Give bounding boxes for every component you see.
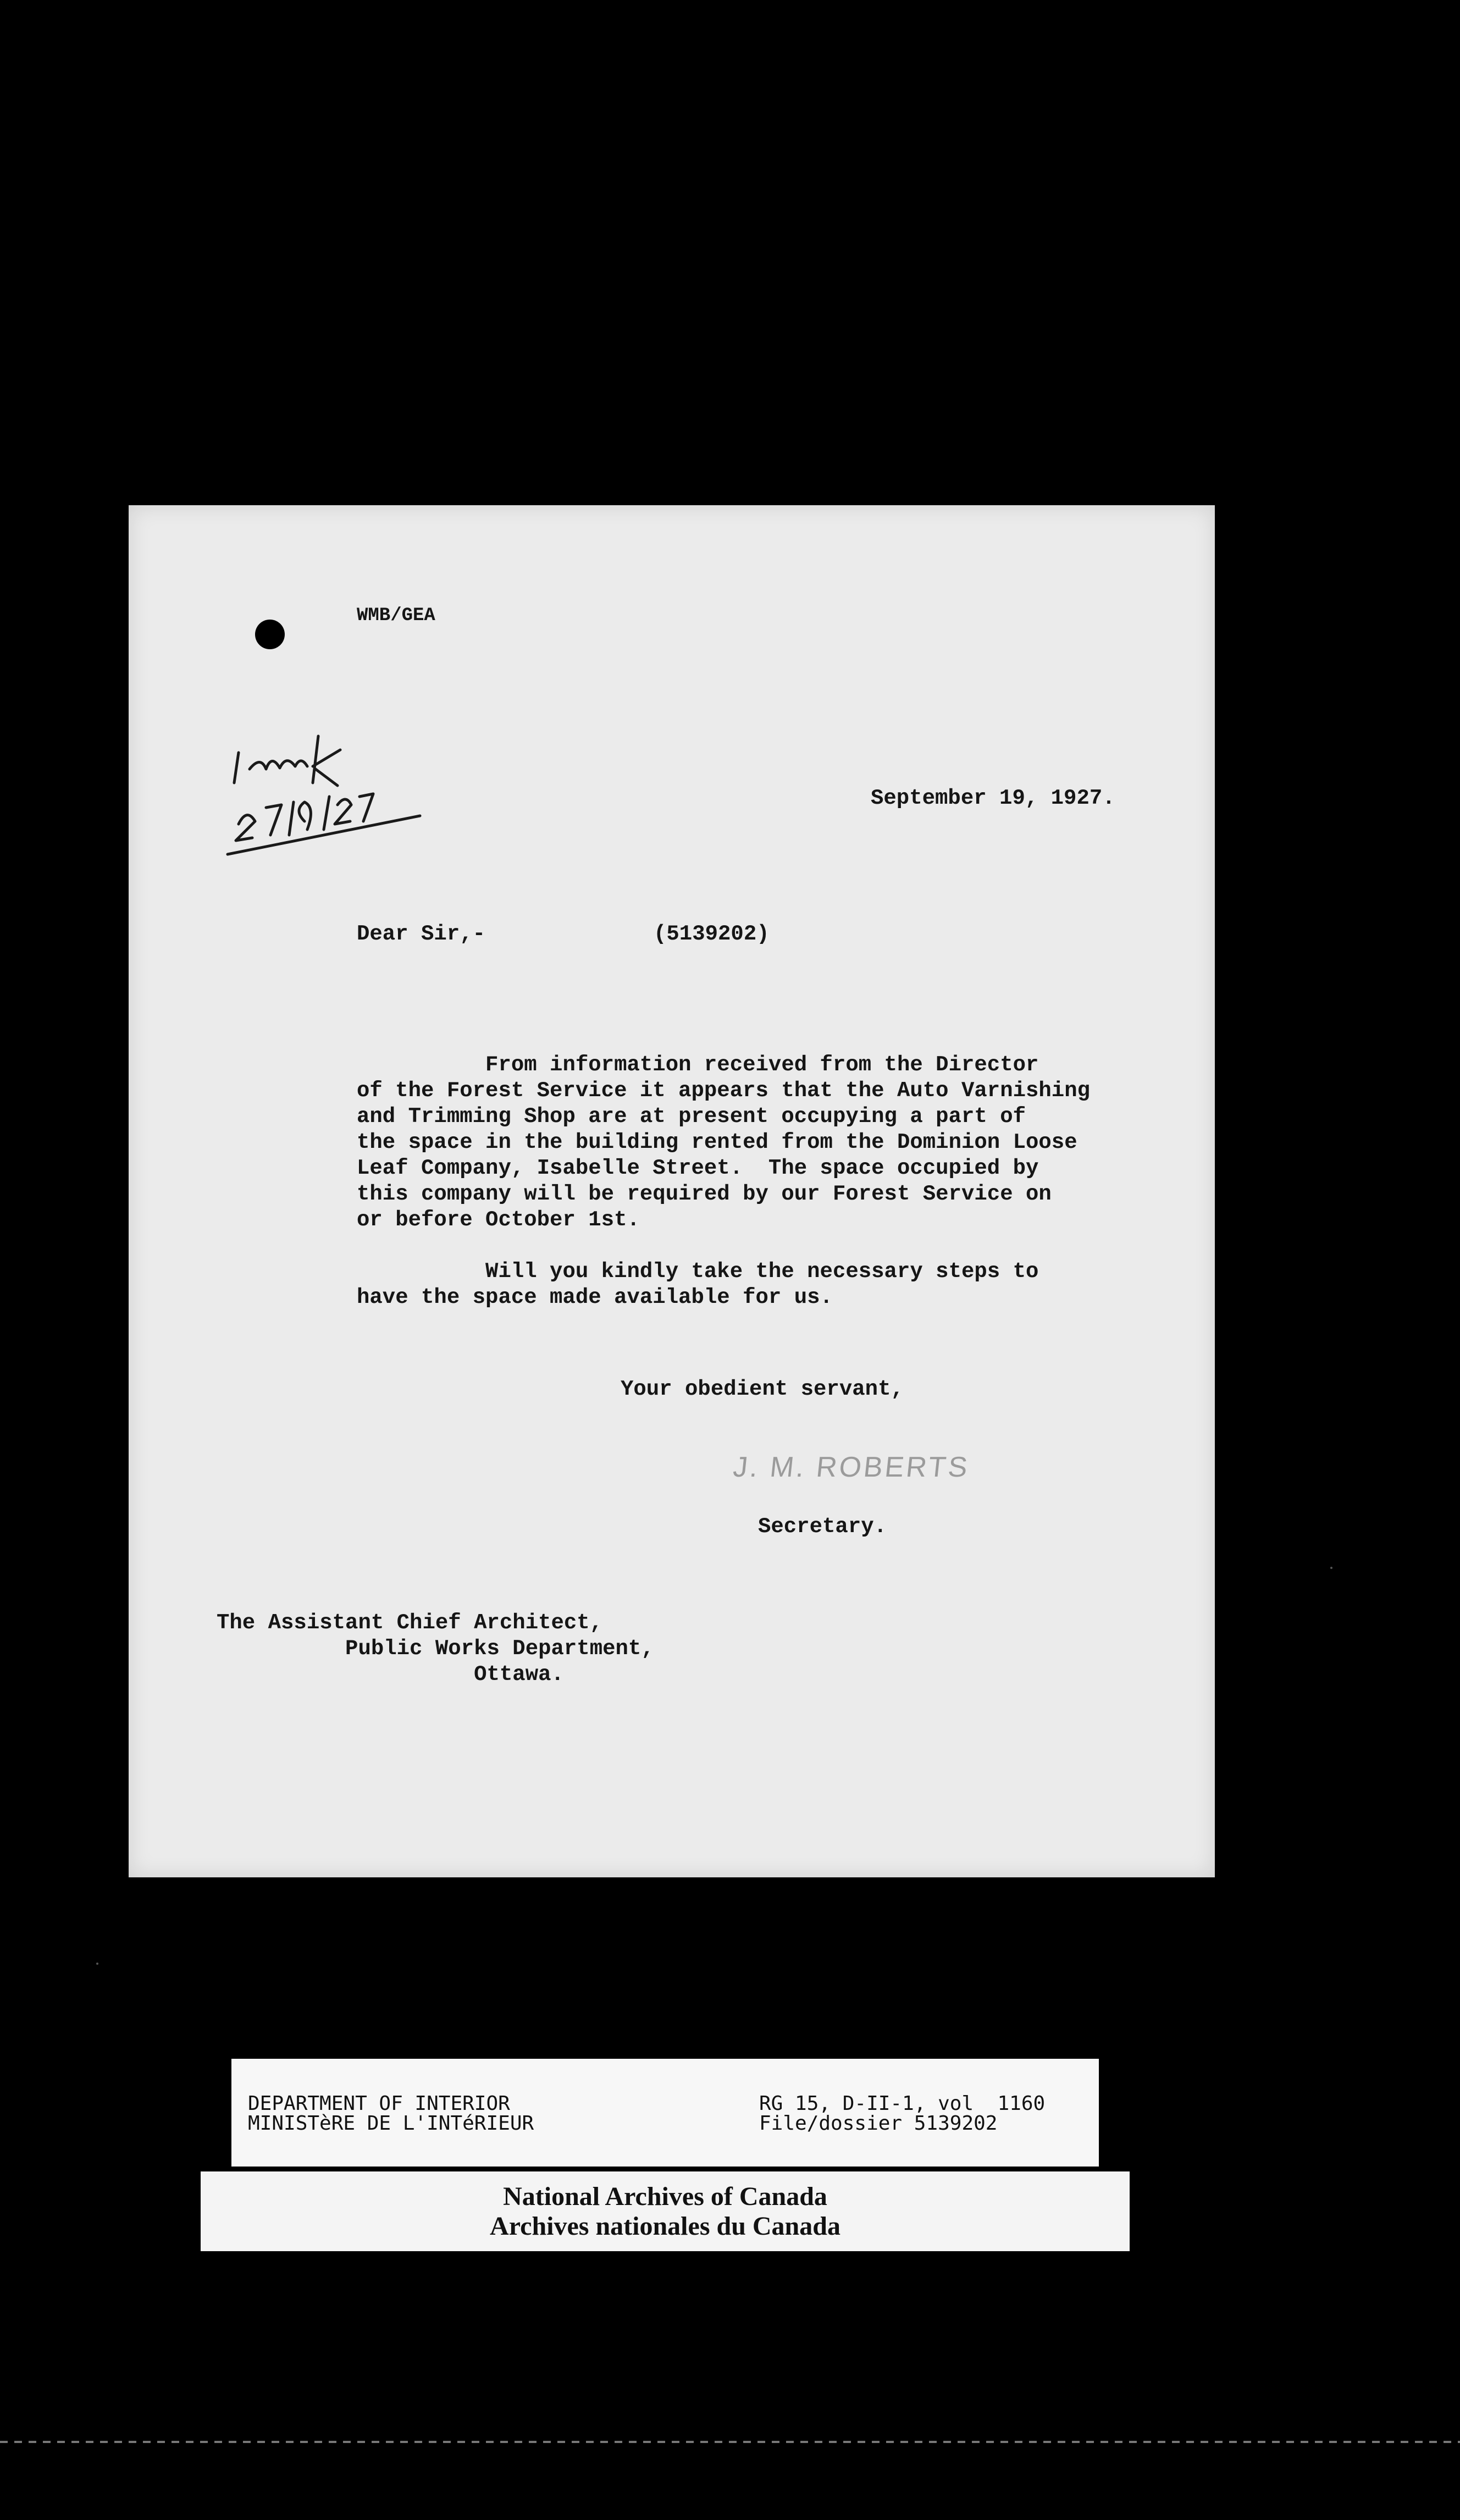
archive-banner [201, 2171, 1130, 2251]
department-english: DEPARTMENT OF INTERIOR [248, 2092, 510, 2115]
letter-body: From information received from the Director of the Forest Service it appears that the Auto Varnishing and Trimming Shop are at present occupying a part of the space in the building rented from the Dominion Loose Leaf Company, Isabelle Street. The space occupied by this company will be required by our Forest Service on or before October 1st. Will you kindly take the necessary steps to have the space made available for us. [357, 1053, 1091, 1309]
archive-reference-label [231, 2059, 1099, 2167]
addressee-block: The Assistant Chief Architect, Public Works Department, Ottawa. [217, 1611, 654, 1687]
closing: Your obedient servant, [621, 1377, 904, 1401]
file-number: (5139202) [654, 922, 770, 946]
letter-date: September 19, 1927. [871, 786, 1115, 810]
film-speck [1330, 1567, 1332, 1569]
department-french: MINISTèRE DE L'INTéRIEUR [248, 2112, 534, 2135]
file-dossier-reference: File/dossier 5139202 [759, 2112, 998, 2135]
letter-page [129, 505, 1215, 1877]
handwritten-note [222, 731, 431, 857]
punch-hole [255, 620, 285, 649]
record-group-reference: RG 15, D-II-1, vol 1160 [759, 2092, 1046, 2115]
salutation: Dear Sir,- [357, 922, 486, 946]
signatory-title: Secretary. [758, 1515, 887, 1539]
film-edge-line [0, 2441, 1460, 2443]
signature-stamp: J. M. ROBERTS [731, 1451, 971, 1483]
film-speck [96, 1963, 98, 1965]
reference-initials: WMB/GEA [357, 605, 435, 626]
archive-name-french: Archives nationales du Canada [490, 2212, 840, 2241]
archive-name-english: National Archives of Canada [503, 2182, 827, 2211]
